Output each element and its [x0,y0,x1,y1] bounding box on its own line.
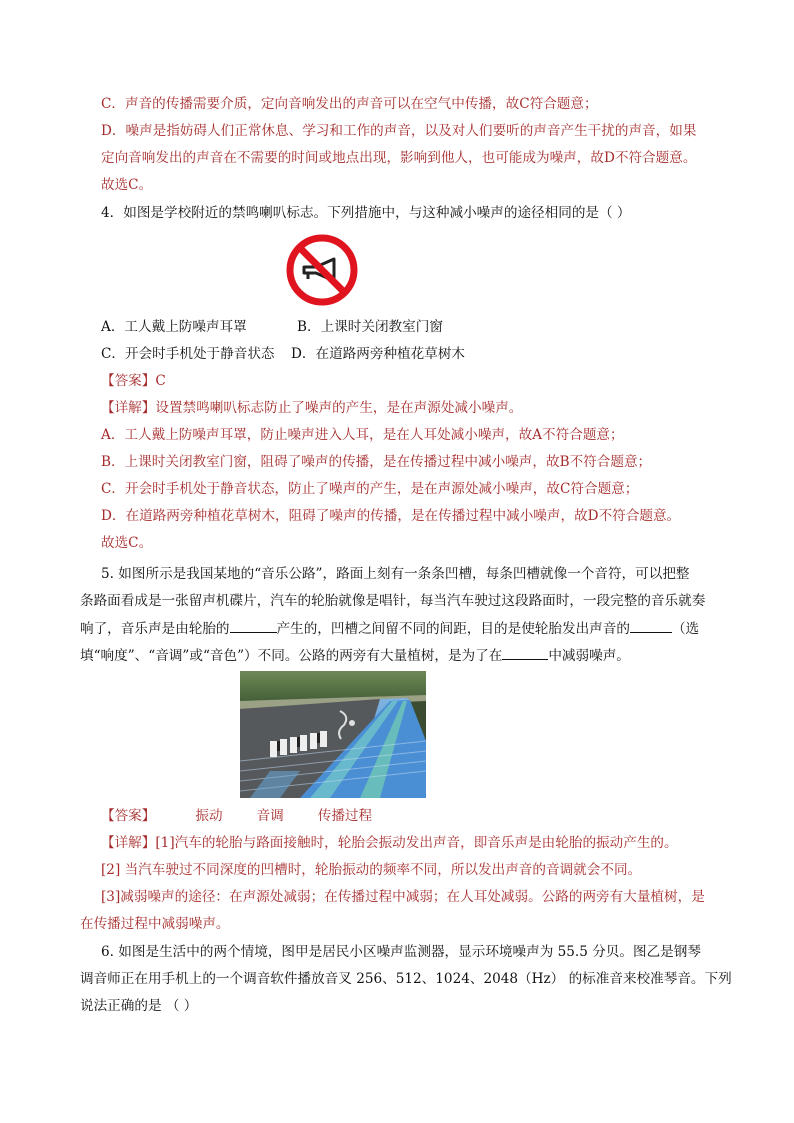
q4-answer [101,371,166,391]
q5-line-4 [80,645,630,666]
answer-value: C [155,373,166,389]
q5-line-3-a: 响了，音乐声是由轮胎的 [80,621,230,637]
q4-exp-d: D．在道路两旁种植花草树木，阻碍了噪声的传播，是在传播过程中减小噪声，故D不符合题意。 [101,508,681,524]
q5-line-1: 5. 如图所示是我国某地的“音乐公路”，路面上刻有一条条凹槽，每条凹槽就像一个音符，可以把整 [101,566,690,582]
q4-option-a: A．工人戴上防噪声耳罩 [101,319,247,335]
q3-d-explanation-2: 定向音响发出的声音在不需要的时间或地点出现，影响到他人，也可能成为噪声，故D不符合题意。 [101,150,697,166]
q5-line-3-b: 产生的，凹槽之间留不同的间距，目的是使轮胎发出声音的 [276,621,630,637]
q3-d-explanation-1: D．噪声是指妨碍人们正常休息、学习和工作的声音，以及对人们要听的声音产生干扰的声音，如果 [101,123,697,139]
q5-detail-2: [2] 当汽车驶过不同深度的凹槽时，轮胎振动的频率不同，所以发出声音的音调就会不同。 [101,862,642,878]
detail-text: 设置禁鸣喇叭标志防止了噪声的产生，是在声源处减小噪声。 [155,400,523,416]
q5-line-4-b: 中减弱噪声。 [548,648,630,664]
q5-detail-4: 在传播过程中减弱噪声。 [80,916,230,932]
detail-label: 【详解】 [101,835,156,851]
q3-choose: 故选C。 [101,177,153,193]
answer-label: 【答案】 [101,808,156,824]
blank-2 [630,618,672,633]
q4-option-b: B．上课时关闭教室门窗 [297,319,443,335]
q5-line-3-c: （选 [671,621,700,637]
q4-exp-b: B．上课时关闭教室门窗，阻碍了噪声的传播，是在传播过程中减小噪声，故B不符合题意； [101,454,652,470]
q6-line-3: 说法正确的是 （ ） [80,998,198,1014]
q5-line-4-a: 填“响度”、“音调”或“音色”）不同。公路的两旁有大量植树，是为了在 [80,648,503,664]
q5-detail-1 [101,833,678,853]
no-horn-sign-icon [286,234,358,306]
q4-option-c: C．开会时手机处于静音状态 [101,346,275,362]
q4-option-d: D．在道路两旁种植花草树木 [291,346,466,362]
q5-line-2: 条路面看成是一张留声机碟片，汽车的轮胎就像是唱针，每当汽车驶过这段路面时，一段完整的音乐就奏 [80,593,706,609]
q4-exp-a: A．工人戴上防噪声耳罩，防止噪声进入人耳，是在人耳处减小噪声，故A不符合题意； [101,427,624,443]
q4-exp-c: C．开会时手机处于静音状态，防止了噪声的产生，是在声源处减小噪声，故C符合题意； [101,481,639,497]
q6-line-1: 6. 如图是生活中的两个情境，图甲是居民小区噪声监测器，显示环境噪声为 55.5 分贝。图乙是钢琴 [101,944,701,960]
answer-1: 振动 [195,808,223,824]
q3-c-explanation: C．声音的传播需要介质，定向音响发出的声音可以在空气中传播，故C符合题意； [101,96,598,112]
q5-detail-3: [3]减弱噪声的途径：在声源处减弱；在传播过程中减弱；在人耳处减弱。公路的两旁有大量植树，是 [101,889,705,905]
answer-2: 音调 [256,808,284,824]
q6-line-2: 调音师正在用手机上的一个调音软件播放音叉 256、512、1024、2048（Hz） 的标准音来校准琴音。下列 [80,971,732,987]
music-road-photo [240,671,426,798]
detail-label: 【详解】 [101,400,156,416]
answer-label: 【答案】 [101,373,156,389]
blank-1 [230,618,277,633]
q4-stem: 4．如图是学校附近的禁鸣喇叭标志。下列措施中，与这种减小噪声的途径相同的是（ ） [101,205,631,221]
detail-text: [1]汽车的轮胎与路面接触时，轮胎会振动发出声音，即音乐声是由轮胎的振动产生的。 [155,835,678,851]
q4-choose: 故选C。 [101,535,153,551]
blank-3 [502,645,548,660]
q4-detail [101,398,522,418]
answer-3: 传播过程 [317,808,373,824]
q5-line-3 [80,618,699,639]
q5-answer [101,806,372,826]
